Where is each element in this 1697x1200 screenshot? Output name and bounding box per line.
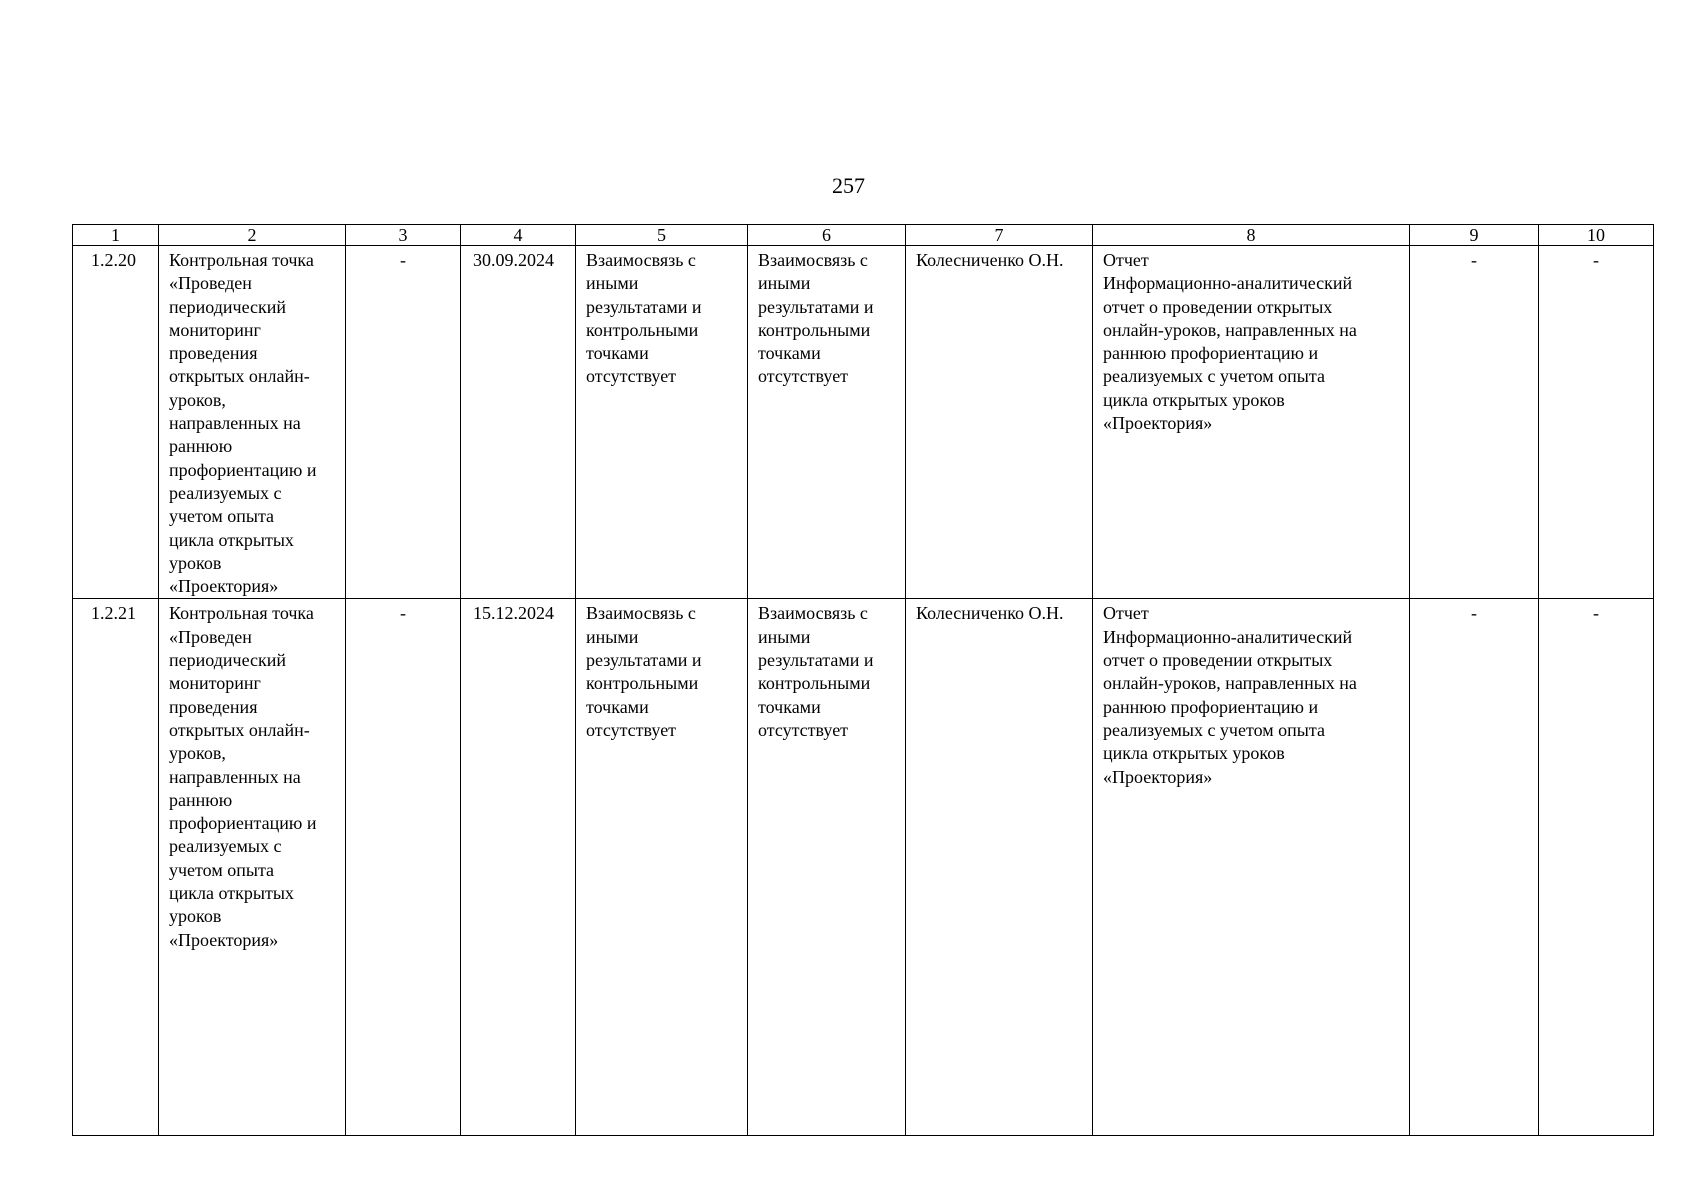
text-line: «Проектория» — [1103, 413, 1213, 434]
responsible-cell: Колесниченко О.Н. — [906, 246, 1093, 599]
text-line: «Проектория» — [169, 576, 279, 597]
text-line: цикла открытых — [169, 883, 294, 904]
text-line: открытых онлайн- — [169, 719, 310, 740]
text-line: раннюю профориентацию и — [1103, 696, 1319, 717]
text-line: Контрольная точка — [169, 250, 314, 270]
text-line: точками — [586, 696, 649, 717]
text-line: Взаимосвязь с — [758, 603, 868, 624]
document-cell — [1093, 246, 1410, 599]
text-line: открытых онлайн- — [169, 366, 310, 387]
text-line: результатами и — [758, 650, 874, 671]
text-line: точками — [758, 696, 821, 717]
text-line: иными — [586, 273, 639, 294]
table-header-row — [73, 225, 1654, 246]
text-line: Информационно-аналитический — [1103, 626, 1353, 647]
text-line: Информационно-аналитический — [1103, 273, 1353, 294]
text-line: учетом опыта — [169, 859, 275, 880]
text-line: раннюю профориентацию и — [1103, 343, 1319, 364]
col10-cell: - — [1539, 599, 1654, 1136]
text-line: результатами и — [586, 650, 702, 671]
relationship-cell — [576, 246, 748, 599]
text-line: реализуемых с — [169, 482, 282, 503]
text-line: контрольными — [758, 319, 871, 340]
responsible-cell: Колесниченко О.Н. — [906, 599, 1093, 1136]
text-line: Взаимосвязь с — [586, 603, 696, 624]
text-line: цикла открытых уроков — [1103, 743, 1285, 764]
text-line: уроков — [169, 906, 222, 927]
text-line: направленных на — [169, 413, 301, 434]
column-header: 8 — [1093, 225, 1410, 246]
text-line: отсутствует — [586, 366, 677, 387]
text-line: мониторинг — [169, 319, 261, 340]
text-line: периодический — [169, 296, 287, 317]
text-line: проведения — [169, 343, 258, 364]
start-date-cell: - — [346, 246, 461, 599]
column-header: 3 — [346, 225, 461, 246]
text-line: реализуемых с учетом опыта — [1103, 719, 1325, 740]
text-line: «Проектория» — [1103, 766, 1213, 787]
column-header: 1 — [73, 225, 159, 246]
text-line: иными — [758, 273, 811, 294]
col9-cell: - — [1410, 599, 1539, 1136]
document-cell — [1093, 599, 1410, 1136]
end-date-cell: 15.12.2024 — [461, 599, 576, 1136]
text-line: контрольными — [586, 319, 699, 340]
text-line: уроков, — [169, 389, 226, 410]
col9-cell: - — [1410, 246, 1539, 599]
text-line: цикла открытых уроков — [1103, 389, 1285, 410]
text-line: «Проведен — [169, 273, 252, 294]
row-number: 1.2.20 — [73, 246, 159, 599]
control-point-name — [159, 246, 346, 599]
text-line: контрольными — [586, 673, 699, 694]
text-line: уроков — [169, 552, 222, 573]
text-line: реализуемых с учетом опыта — [1103, 366, 1325, 387]
text-line: «Проведен — [169, 626, 252, 647]
text-line: контрольными — [758, 673, 871, 694]
text-line: Контрольная точка — [169, 603, 314, 624]
table-row — [73, 599, 1654, 1136]
text-line: иными — [758, 626, 811, 647]
text-line: онлайн-уроков, направленных на — [1103, 319, 1357, 340]
text-line: учетом опыта — [169, 506, 275, 527]
text-line: «Проектория» — [169, 929, 279, 950]
column-header: 7 — [906, 225, 1093, 246]
text-line: уроков, — [169, 743, 226, 764]
column-header: 9 — [1410, 225, 1539, 246]
col10-cell: - — [1539, 246, 1654, 599]
text-line: цикла открытых — [169, 529, 294, 550]
text-line: раннюю — [169, 436, 233, 457]
text-line: Отчет — [1103, 250, 1149, 270]
relationship-cell — [576, 599, 748, 1136]
text-line: периодический — [169, 650, 287, 671]
text-line: профориентацию и — [169, 459, 317, 480]
start-date-cell: - — [346, 599, 461, 1136]
text-line: отсутствует — [586, 719, 677, 740]
text-line: результатами и — [758, 296, 874, 317]
text-line: точками — [758, 343, 821, 364]
text-line: направленных на — [169, 766, 301, 787]
text-line: Взаимосвязь с — [586, 250, 696, 270]
plan-table — [72, 224, 1654, 1136]
text-line: раннюю — [169, 789, 233, 810]
relationship-cell — [748, 599, 906, 1136]
text-line: онлайн-уроков, направленных на — [1103, 673, 1357, 694]
text-line: точками — [586, 343, 649, 364]
column-header: 10 — [1539, 225, 1654, 246]
text-line: профориентацию и — [169, 813, 317, 834]
column-header: 2 — [159, 225, 346, 246]
text-line: мониторинг — [169, 673, 261, 694]
text-line: отсутствует — [758, 719, 849, 740]
text-line: отсутствует — [758, 366, 849, 387]
relationship-cell — [748, 246, 906, 599]
column-header: 4 — [461, 225, 576, 246]
column-header: 6 — [748, 225, 906, 246]
column-header: 5 — [576, 225, 748, 246]
control-point-name — [159, 599, 346, 1136]
text-line: результатами и — [586, 296, 702, 317]
table-row — [73, 246, 1654, 599]
text-line: Отчет — [1103, 603, 1149, 624]
end-date-cell: 30.09.2024 — [461, 246, 576, 599]
text-line: отчет о проведении открытых — [1103, 650, 1333, 671]
row-number: 1.2.21 — [73, 599, 159, 1136]
text-line: проведения — [169, 696, 258, 717]
text-line: отчет о проведении открытых — [1103, 296, 1333, 317]
page-number: 257 — [832, 173, 865, 198]
text-line: иными — [586, 626, 639, 647]
text-line: реализуемых с — [169, 836, 282, 857]
text-line: Взаимосвязь с — [758, 250, 868, 270]
